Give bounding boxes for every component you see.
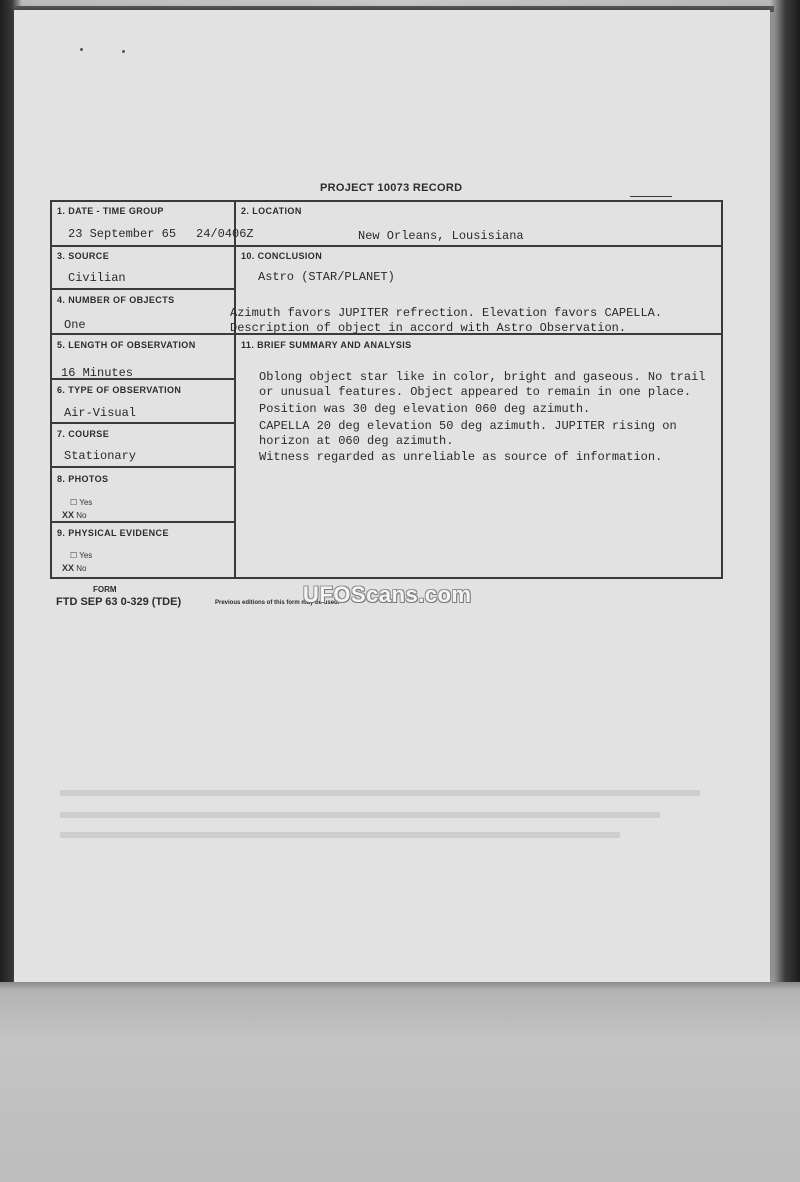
row-divider xyxy=(50,245,723,247)
physical-evidence-label: 9. PHYSICAL EVIDENCE xyxy=(57,528,169,538)
conclusion-note: Description of object in accord with Astro Observation. xyxy=(230,321,627,335)
watermark: UFOScans.com xyxy=(303,582,472,607)
scanner-bed xyxy=(0,982,800,1182)
dust-speck xyxy=(122,50,125,53)
row-divider xyxy=(50,288,236,290)
evidence-yes-checkbox: ☐ Yes xyxy=(70,551,93,560)
photos-label: 8. PHOTOS xyxy=(57,474,109,484)
photos-no-checkbox: XX No xyxy=(62,510,87,520)
row-divider xyxy=(50,422,236,424)
type-value: Air-Visual xyxy=(64,406,137,420)
conclusion-value: Astro (STAR/PLANET) xyxy=(258,270,395,284)
table-border-right xyxy=(721,200,723,579)
length-value: 16 Minutes xyxy=(61,366,134,380)
type-label: 6. TYPE OF OBSERVATION xyxy=(57,385,182,395)
time-value: 24/0406Z xyxy=(196,227,254,241)
objects-value: One xyxy=(64,318,86,332)
course-label: 7. COURSE xyxy=(57,429,110,439)
bleed-through xyxy=(60,790,700,796)
conclusion-note: Azimuth favors JUPITER refrection. Elevation favors CAPELLA. xyxy=(230,306,663,320)
source-label: 3. SOURCE xyxy=(57,251,110,261)
location-label: 2. LOCATION xyxy=(241,206,302,216)
date-time-label: 1. DATE - TIME GROUP xyxy=(57,206,164,216)
summary-line: Oblong object star like in color, bright and gaseous. No trail xyxy=(259,370,706,384)
length-label: 5. LENGTH OF OBSERVATION xyxy=(57,340,196,350)
date-value: 23 September 65 xyxy=(68,227,177,241)
form-title: PROJECT 10073 RECORD xyxy=(320,182,463,194)
bleed-through xyxy=(60,832,620,838)
evidence-no-checkbox: XX No xyxy=(62,563,87,573)
source-value: Civilian xyxy=(68,271,126,285)
course-value: Stationary xyxy=(64,449,137,463)
summary-line: CAPELLA 20 deg elevation 50 deg azimuth. JUPITER rising on xyxy=(259,419,677,433)
photos-yes-checkbox: ☐ Yes xyxy=(70,498,93,507)
table-border-top xyxy=(50,200,723,202)
title-mark xyxy=(630,196,672,197)
summary-line: horizon at 060 deg azimuth. xyxy=(259,434,454,448)
bleed-through xyxy=(60,812,660,818)
summary-line: Witness regarded as unreliable as source of information. xyxy=(259,450,663,464)
table-border-bottom xyxy=(50,577,723,579)
checked-mark: XX xyxy=(62,563,75,573)
location-value: New Orleans, Lousisiana xyxy=(358,229,524,243)
summary-line: or unusual features. Object appeared to remain in one place. xyxy=(259,385,692,399)
objects-label: 4. NUMBER OF OBJECTS xyxy=(57,295,175,305)
summary-label: 11. BRIEF SUMMARY AND ANALYSIS xyxy=(241,340,412,350)
checked-mark: XX xyxy=(62,510,75,520)
form-word: FORM xyxy=(93,585,117,594)
previous-editions-note: Previous editions of this form may be used. xyxy=(215,600,340,606)
form-id: FTD SEP 63 0-329 (TDE) xyxy=(56,596,182,608)
row-divider xyxy=(50,466,236,468)
dust-speck xyxy=(80,48,83,51)
conclusion-label: 10. CONCLUSION xyxy=(241,251,323,261)
row-divider xyxy=(50,521,236,523)
summary-line: Position was 30 deg elevation 060 deg azimuth. xyxy=(259,402,591,416)
